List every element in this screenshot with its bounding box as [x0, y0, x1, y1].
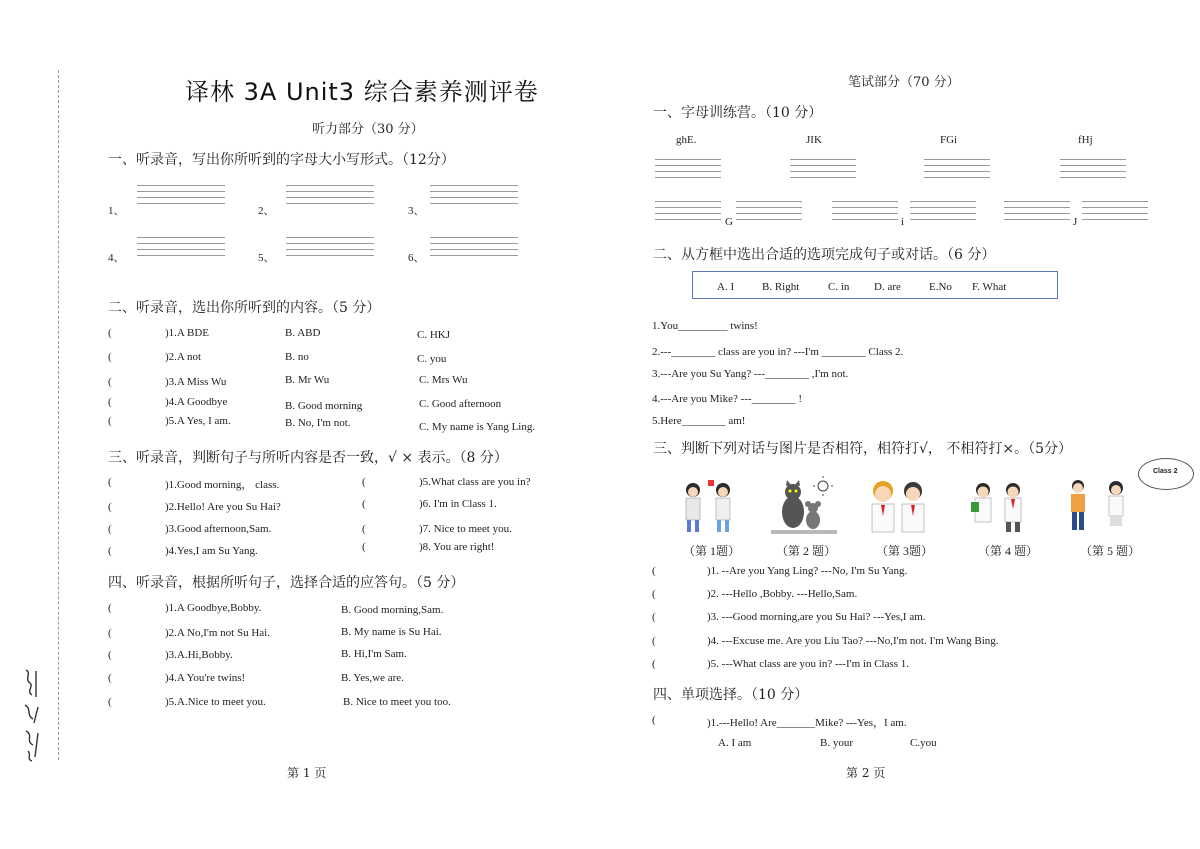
fill-lines[interactable] — [655, 201, 721, 225]
picture-1-two-girls — [675, 476, 741, 534]
answer-number: 6、 — [408, 252, 425, 264]
fill-letter: J — [1073, 216, 1078, 228]
option: F. What — [972, 281, 1007, 293]
picture-2-cat-and-mouse — [771, 476, 837, 534]
left-section-4-title: 四、听录音，根据所听句子，选择合适的应答句。（5 分） — [108, 575, 465, 591]
picture-5-boy-and-girl — [1064, 476, 1130, 534]
picture-caption: （第 3题） — [876, 544, 934, 558]
copy-lines[interactable] — [924, 159, 990, 183]
picture-3-two-boys — [865, 476, 931, 534]
answer-number: 4、 — [108, 252, 125, 264]
left-section-3-title: 三、听录音，判断句子与所听内容是否一致，√ × 表示。（8 分） — [108, 450, 508, 466]
speech-bubble: Class 2 — [1138, 458, 1194, 490]
picture-caption: （第 4 题） — [978, 544, 1039, 558]
left-section-2-title: 二、听录音，选出你所听到的内容。（5 分） — [108, 300, 381, 316]
picture-caption: （第 2 题） — [776, 544, 837, 558]
right-section-4-title: 四、单项选择。（10 分） — [653, 687, 809, 703]
written-header: 笔试部分（70 分） — [848, 75, 960, 90]
copy-lines[interactable] — [1060, 159, 1126, 183]
mc-paren: ( — [652, 714, 656, 726]
copy-lines[interactable] — [790, 159, 856, 183]
mc-option: B. your — [820, 737, 853, 749]
page-number-right: 第 2 页 — [846, 766, 886, 780]
fill-item: 5.Here________ am! — [652, 415, 746, 427]
answer-number: 2、 — [258, 205, 275, 217]
copy-lines[interactable] — [655, 159, 721, 183]
letter-prompt: FGi — [940, 134, 958, 146]
fill-item: 3.---Are you Su Yang? ---________ ,I'm not. — [652, 368, 849, 380]
answer-number: 3、 — [408, 205, 425, 217]
fill-lines[interactable] — [1082, 201, 1148, 225]
fill-lines[interactable] — [736, 201, 802, 225]
fill-lines[interactable] — [1004, 201, 1070, 225]
listening-header: 听力部分（30 分） — [312, 122, 424, 137]
answer-lines-3[interactable] — [430, 185, 518, 209]
fill-lines[interactable] — [832, 201, 898, 225]
page-number-left: 第 1 页 — [287, 766, 327, 780]
answer-lines-6[interactable] — [430, 237, 518, 261]
fill-item: 1.You_________ twins! — [652, 320, 758, 332]
answer-lines-5[interactable] — [286, 237, 374, 261]
left-section-1-title: 一、听录音，写出你所听到的字母大小写形式。（12分） — [108, 152, 455, 168]
fill-letter: G — [725, 216, 733, 228]
picture-caption: （第 5 题） — [1080, 544, 1141, 558]
answer-number: 5、 — [258, 252, 275, 264]
picture-caption: （第 1题） — [683, 544, 741, 558]
handwritten-signature — [20, 665, 50, 765]
fill-item: 2.---________ class are you in? ---I'm ________ Class 2. — [652, 346, 904, 358]
page-title: 译林 3A Unit3 综合素养测评卷 — [185, 78, 539, 106]
binding-margin-line — [58, 70, 59, 760]
option: B. Right — [762, 281, 800, 293]
answer-number: 1、 — [108, 205, 125, 217]
picture-4-boy-with-book — [965, 476, 1031, 534]
answer-lines-1[interactable] — [137, 185, 225, 209]
mc-option: C.you — [910, 737, 937, 749]
letter-prompt: ghE. — [676, 134, 697, 146]
fill-letter: i — [901, 216, 905, 228]
right-section-1-title: 一、字母训练营。（10 分） — [653, 105, 823, 121]
right-section-2-title: 二、从方框中选出合适的选项完成句子或对话。（6 分） — [653, 247, 996, 263]
fill-lines[interactable] — [910, 201, 976, 225]
mc-option: A. I am — [718, 737, 752, 749]
letter-prompt: fHj — [1078, 134, 1093, 146]
option: E.No — [929, 281, 952, 293]
answer-lines-4[interactable] — [137, 237, 225, 261]
option: A. I — [717, 281, 735, 293]
option: C. in — [828, 281, 850, 293]
option: D. are — [874, 281, 901, 293]
answer-lines-2[interactable] — [286, 185, 374, 209]
mc-question: )1.---Hello! Are_______Mike? ---Yes，I am. — [707, 717, 907, 729]
fill-item: 4.---Are you Mike? ---________ ! — [652, 393, 802, 405]
right-section-3-title: 三、判断下列对话与图片是否相符，相符打√， 不相符打×。（5分） — [653, 441, 1073, 457]
letter-prompt: JIK — [806, 134, 822, 146]
